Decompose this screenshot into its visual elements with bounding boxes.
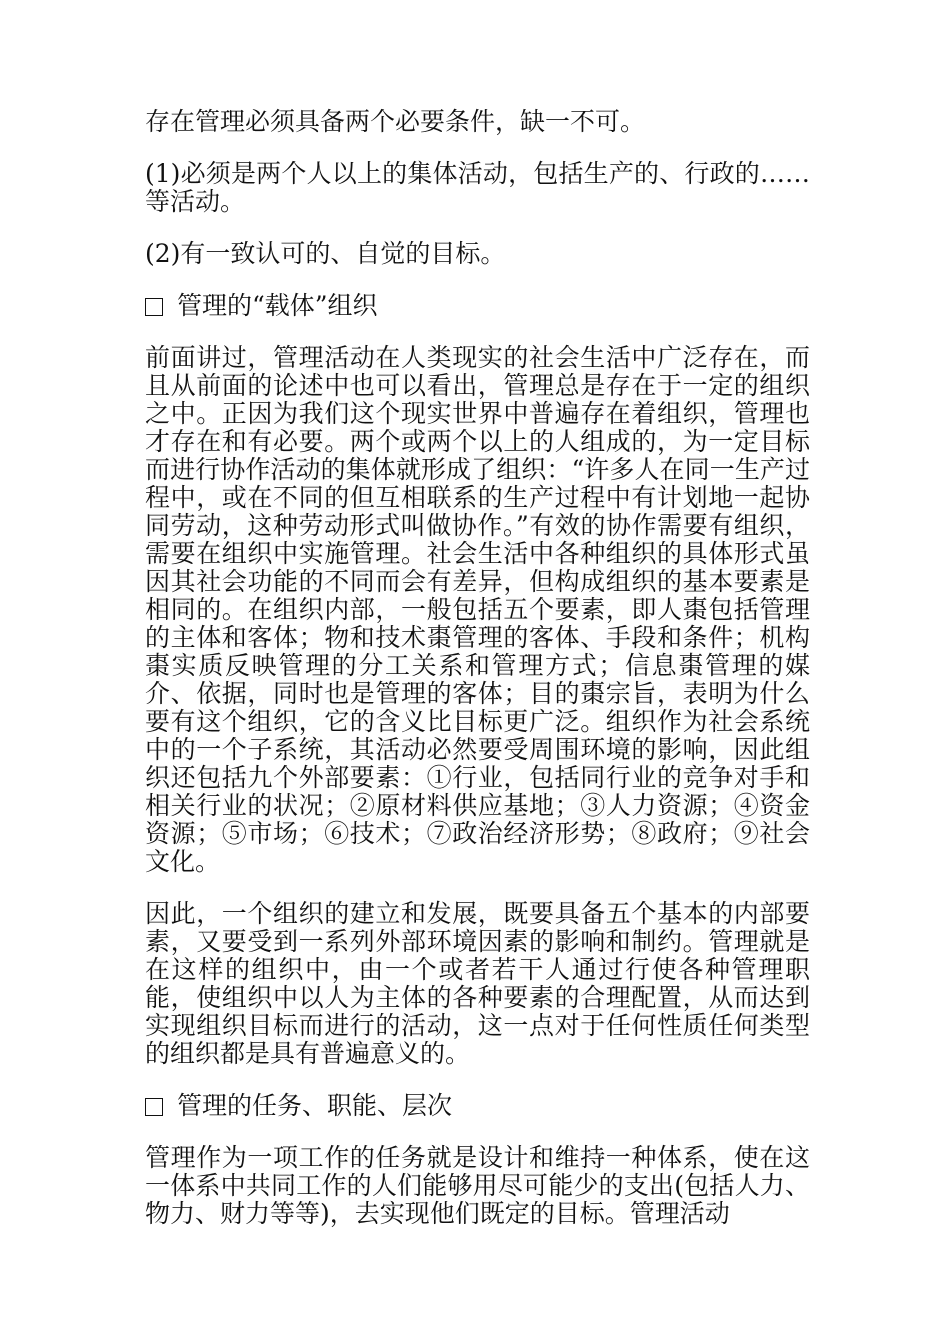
document-body xyxy=(145,108,810,1252)
paragraph-condition-2: (2)有一致认可的、自觉的目标。 xyxy=(145,239,506,268)
checkbox-square-icon xyxy=(145,1098,163,1116)
section-heading-organization xyxy=(145,292,810,320)
paragraph-organization-body: 前面讲过，管理活动在人类现实的社会生活中广泛存在，而且从前面的论述中也可以看出，管理总是存在于一定的组织之中。正因为我们这个现实世界中普遍存在着组织，管理也才存在和有必要。两个或两个以上的人组成的，为一定目标而进行协作活动的集体就形成了组织：“许多人在同一生产过程中，或在不同的但互相联系的生产过程中有计划地一起协同劳动，这种劳动形式叫做协作。”有效的协作需要有组织，需要在组织中实施管理。社会生活中各种组织的具体形式虽因其社会功能的不同而会有差异，但构成组织的基本要素是相同的。在组织内部，一般包括五个要素，即人棗包括管理的主体和客体；物和技术棗管理的客体、手段和条件；机构棗实质反映管理的分工关系和管理方式；信息棗管理的媒介、依据，同时也是管理的客体；目的棗宗旨，表明为什么要有这个组织，它的含义比目标更广泛。组织作为社会系统中的一个子系统，其活动必然要受周围环境的影响，因此组织还包括九个外部要素：①行业，包括同行业的竞争对手和相关行业的状况；②原材料供应基地；③人力资源；④资金资源；⑤市场；⑥技术；⑦政治经济形势；⑧政府；⑨社会文化。 xyxy=(145,343,810,876)
paragraph-organization-summary: 因此，一个组织的建立和发展，既要具备五个基本的内部要素，又要受到一系列外部环境因素的影响和制约。管理就是在这样的组织中，由一个或者若干人通过行使各种管理职能，使组织中以人为主体的各种要素的合理配置，从而达到实现组织目标而进行的活动，这一点对于任何性质任何类型的组织都是具有普遍意义的。 xyxy=(145,899,810,1068)
checkbox-square-icon xyxy=(145,298,163,316)
paragraph-condition-1: (1)必须是两个人以上的集体活动，包括生产的、行政的……等活动。 xyxy=(145,159,810,216)
paragraph-tasks-body: 管理作为一项工作的任务就是设计和维持一种体系，使在这一体系中共同工作的人们能够用尽可能少的支出(包括人力、物力、财力等等)，去实现他们既定的目标。管理活动 xyxy=(145,1143,810,1228)
section-heading-organization-text: 管理的“载体”组织 xyxy=(177,291,378,320)
section-heading-tasks xyxy=(145,1092,810,1120)
section-heading-tasks-text: 管理的任务、职能、层次 xyxy=(177,1091,453,1120)
paragraph-conditions-intro: 存在管理必须具备两个必要条件，缺一不可。 xyxy=(145,107,646,136)
